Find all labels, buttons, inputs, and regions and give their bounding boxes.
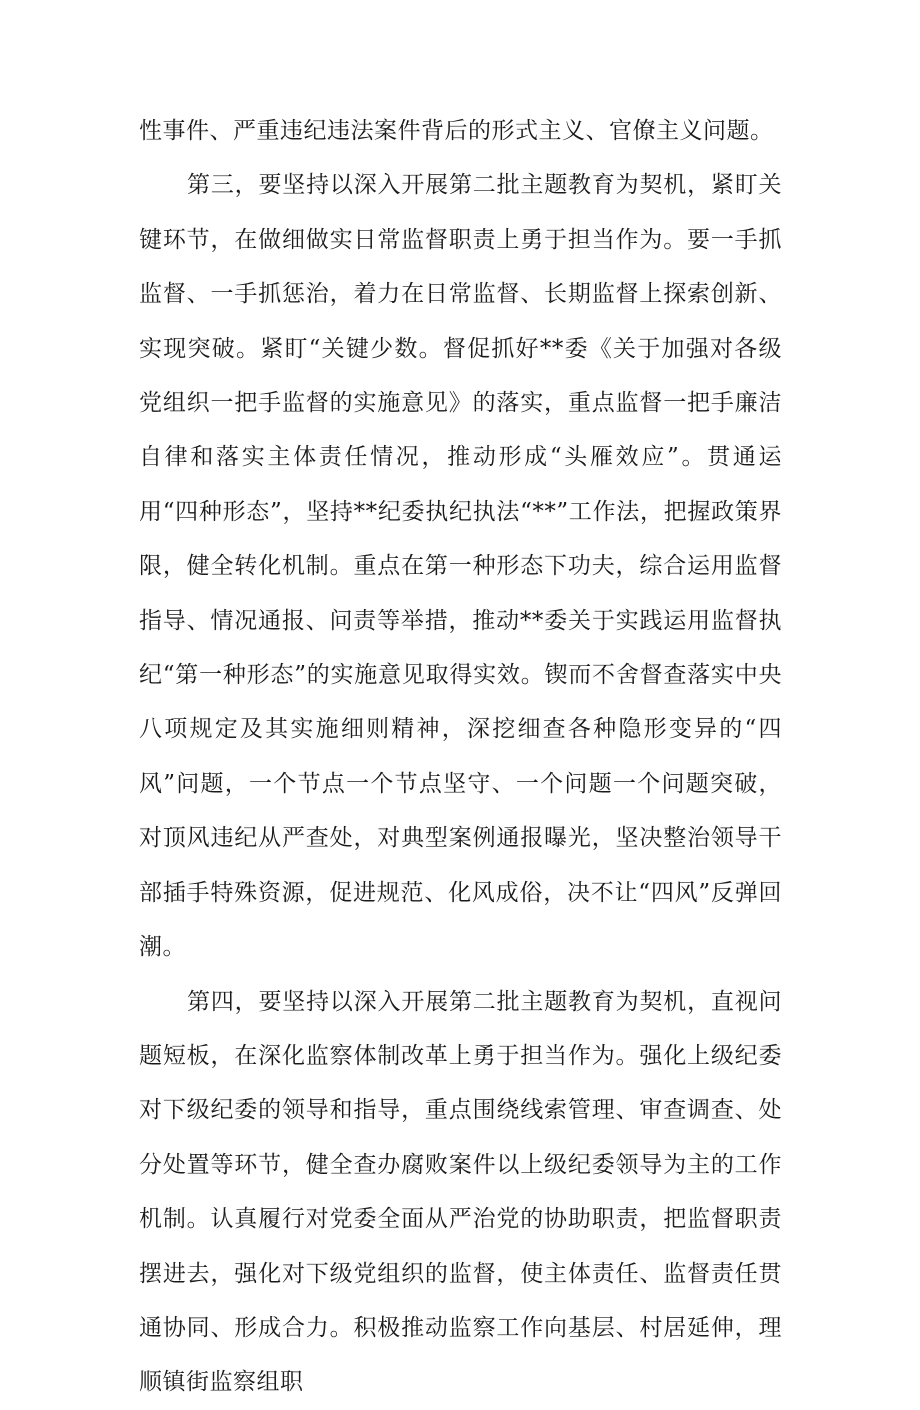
paragraph-third-point: 第三，要坚持以深入开展第二批主题教育为契机，紧盯关键环节，在做细做实日常监督职责上勇于担当作为。要一手抓监督、一手抓惩治，着力在日常监督、长期监督上探索创新、实现突破。紧盯“关键少数。督促抓好**委《关于加强对各级党组织一把手监督的实施意见》的落实，重点监督一把手廉洁自律和落实主体责任情况，推动形成“头雁效应”。贯通运用“四种形态”，坚持**纪委执纪执法“**”工作法，把握政策界限，健全转化机制。重点在第一种形态下功夫，综合运用监督指导、情况通报、问责等举措，推动**委关于实践运用监督执纪“第一种形态”的实施意见取得实效。锲而不舍督查落实中央八项规定及其实施细则精神，深挖细查各种隐形变异的“四风”问题，一个节点一个节点坚守、一个问题一个问题突破，对顶风违纪从严查处，对典型案例通报曝光，坚决整治领导干部插手特殊资源，促进规范、化风成俗，决不让“四风”反弹回潮。: [139, 172, 782, 961]
paragraph-continuation: 性事件、严重违纪违法案件背后的形式主义、官僚主义问题。: [139, 118, 774, 144]
paragraph-fourth-point: 第四，要坚持以深入开展第二批主题教育为契机，直视问题短板，在深化监察体制改革上勇于担当作为。强化上级纪委对下级纪委的领导和指导，重点围绕线索管理、审查调查、处分处置等环节，健全查办腐败案件以上级纪委领导为主的工作机制。认真履行对党委全面从严治党的协助职责，把监督职责摆进去，强化对下级党组织的监督，使主体责任、监督责任贯通协同、形成合力。积极推动监察工作向基层、村居延伸，理顺镇街监察组职: [139, 988, 782, 1396]
document-body: [139, 104, 782, 1410]
